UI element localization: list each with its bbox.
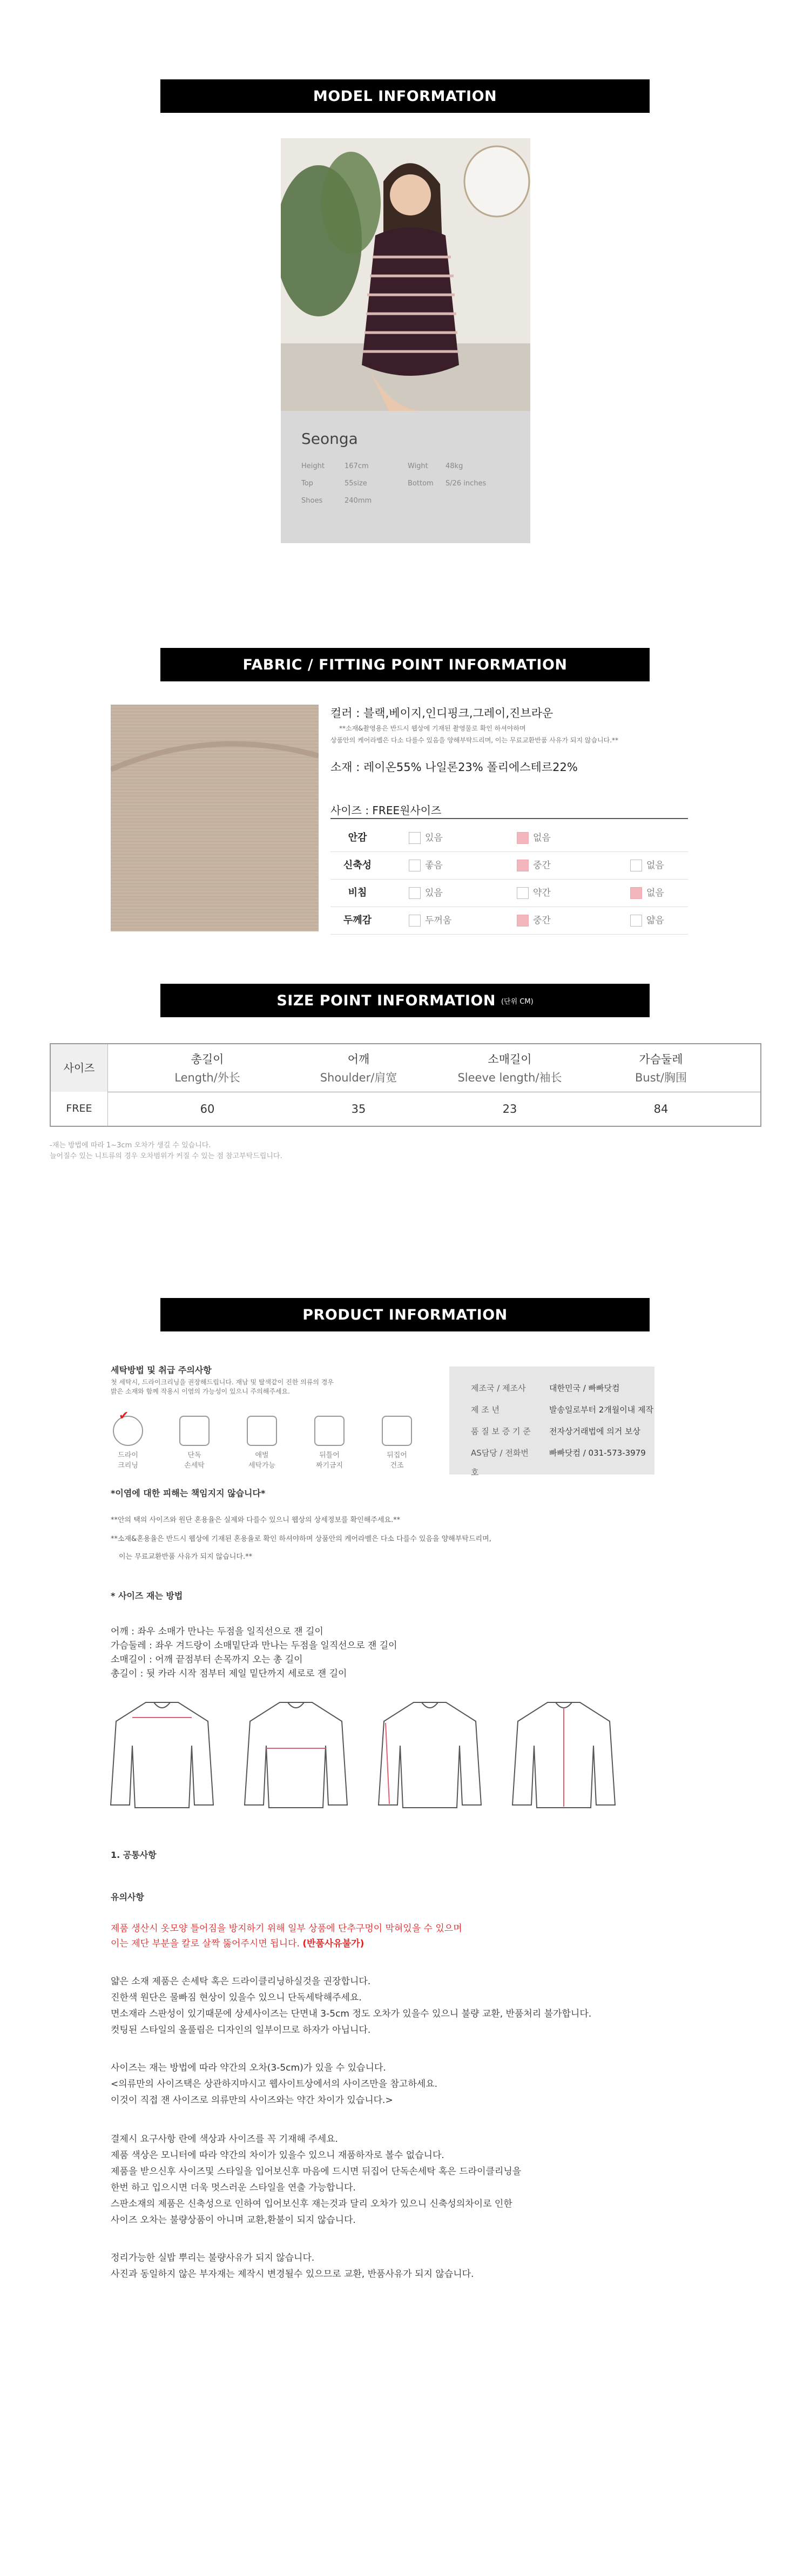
fabric-row-label: 비침 — [348, 887, 367, 898]
care-warning: *이염에 대한 피해는 책임지지 않습니다* — [111, 1488, 266, 1498]
product-info-title: PRODUCT INFORMATION — [302, 1306, 508, 1323]
info-key: 제 조 년 — [471, 1405, 500, 1415]
fabric-table-rule — [330, 818, 688, 819]
care-desc: 밝은 소재와 함께 작용시 이염의 가능성이 있으니 주의해주세요. — [111, 1388, 290, 1395]
care-title: 세탁방법 및 취급 주의사항 — [111, 1365, 212, 1375]
check-mark-icon: ✔ — [119, 1409, 129, 1423]
option-checkbox — [409, 915, 421, 927]
care-label: 단독 손세탁 — [184, 1451, 205, 1470]
notice-line: 이것이 직접 잰 사이즈로 의류만의 사이즈와는 약간 차이가 있습니다.> — [111, 2095, 393, 2106]
notice-line: 사이즈 오차는 불량상품이 아니며 교환,환불이 되지 않습니다. — [111, 2215, 356, 2226]
care-hand-wash — [170, 1407, 219, 1472]
size-value: 60 — [200, 1103, 215, 1115]
model-photo — [281, 138, 530, 411]
fabric-swatch-texture — [111, 705, 319, 931]
fabric-option — [409, 915, 451, 927]
fabric-option — [517, 860, 551, 871]
notice-line: 스판소재의 제품은 신축성으로 인하여 입어보신후 재는것과 달리 오차가 있으니 신축성의차이로 인한 — [111, 2199, 512, 2209]
option-label: 없음 — [646, 860, 664, 871]
size-value: 35 — [351, 1103, 366, 1115]
garment-diagram-chest — [242, 1697, 350, 1810]
info-row — [449, 1422, 654, 1441]
model-stat-label: Bottom — [408, 479, 434, 488]
machine-wash-icon — [247, 1416, 277, 1446]
notice-heading: 1. 공통사항 — [111, 1850, 157, 1860]
option-label: 좋음 — [425, 860, 443, 871]
fabric-option — [517, 887, 551, 899]
measure-line: 총길이 : 뒷 카라 시작 점부터 제일 밑단까지 세로로 잰 길이 — [111, 1668, 347, 1679]
no-wring-icon — [314, 1416, 345, 1446]
info-row — [449, 1443, 654, 1477]
size-table-corner: 사이즈 — [51, 1044, 108, 1092]
notice-line: 결제시 요구사항 란에 색상과 사이즈를 꼭 기재해 주세요. — [111, 2134, 338, 2145]
model-stat-value: 55size — [345, 479, 367, 488]
measure-title: * 사이즈 재는 방법 — [111, 1591, 183, 1601]
notice-line: 면소재라 스판성이 있기때문에 상세사이즈는 단면내 3-5cm 정도 오차가 있을수 있으니 불량 교환, 반품처리 불가합니다. — [111, 2009, 592, 2019]
size-col-kr: 총길이 — [191, 1053, 224, 1066]
fabric-row-sheer — [330, 880, 688, 907]
product-info-box — [449, 1367, 654, 1475]
size-col-kr: 어깨 — [347, 1053, 370, 1066]
size-value: 23 — [502, 1103, 517, 1115]
notice-line: 컷팅된 스타일의 올풀림은 디자인의 일부이므로 하자가 아닙니다. — [111, 2025, 371, 2036]
option-label: 있음 — [425, 888, 443, 898]
hand-wash-icon — [179, 1416, 210, 1446]
info-row — [449, 1400, 654, 1419]
model-stat-label: Height — [301, 462, 325, 470]
dry-inside-out-icon — [382, 1416, 412, 1446]
care-no-wring — [305, 1407, 354, 1472]
size-value: 84 — [653, 1103, 669, 1115]
care-note: **소재&혼용율은 반드시 웹상에 기재된 혼용율로 확인 하셔야하며 상품안의 케어라벨은 다소 다를수 있음을 양해부탁드리며, — [111, 1535, 491, 1543]
model-stat-value: 240mm — [345, 497, 372, 505]
notice-red-line: 제품 생산시 옷모양 틀어짐을 방지하기 위해 일부 상품에 단추구멍이 막혀있을 수 있으며 — [111, 1923, 462, 1934]
info-value: 전자상거래법에 의거 보상 — [549, 1426, 640, 1436]
measure-line: 소매길이 : 어깨 끝점부터 손목까지 오는 총 길이 — [111, 1654, 303, 1665]
size-col-en: Length/外长 — [174, 1071, 240, 1084]
size-unit: (단위 CM) — [501, 997, 534, 1006]
model-stat-value: 48kg — [446, 462, 463, 470]
info-row — [449, 1378, 654, 1398]
fabric-material-line: 소재 : 레이온55% 나일론23% 폴리에스테르22% — [330, 761, 578, 774]
care-label: 애벌 세탁가능 — [248, 1451, 276, 1470]
fabric-size-line: 사이즈 : FREE원사이즈 — [330, 804, 442, 817]
size-info-title: SIZE POINT INFORMATION — [276, 992, 496, 1009]
notice-line: 한번 하고 입으시면 더욱 멋스러운 스타일을 연출 가능합니다. — [111, 2182, 356, 2193]
measure-line: 어깨 : 좌우 소매가 만나는 두점을 일직선으로 잰 길이 — [111, 1626, 323, 1637]
option-checkbox — [409, 860, 421, 871]
garment-diagram-length — [510, 1697, 618, 1810]
care-dry-inside-out — [373, 1407, 421, 1472]
care-note: **안의 택의 사이즈와 원단 혼용율은 실제와 다를수 있으니 웹상의 상세정보를 확인해주세요.** — [111, 1516, 401, 1524]
size-note: 늘어질수 있는 니트류의 경우 오차범위가 커질 수 있는 점 참고부탁드립니다. — [50, 1152, 282, 1160]
option-label: 중간 — [533, 860, 551, 871]
fabric-row-label: 안감 — [348, 832, 367, 843]
notice-red-bold: (반품사유불가) — [302, 1938, 364, 1949]
model-stat-label: Shoes — [301, 497, 323, 505]
fabric-option — [517, 832, 551, 844]
option-label: 약간 — [533, 888, 551, 898]
option-checkbox-selected — [630, 887, 642, 899]
size-col-kr: 소매길이 — [488, 1053, 532, 1066]
model-stat-value: 167cm — [345, 462, 369, 470]
size-table — [50, 1043, 761, 1127]
notice-line: 정리가능한 실밥 뿌리는 불량사유가 되지 않습니다. — [111, 2253, 315, 2263]
notice-line: 사진과 동일하지 않은 부자재는 제작시 변경될수 있으므로 교환, 반품사유가 되지 않습니다. — [111, 2269, 474, 2280]
notice-line: 사이즈는 재는 방법에 따라 약간의 오차(3-5cm)가 있을 수 있습니다. — [111, 2063, 386, 2073]
size-col-en: Bust/胸围 — [635, 1071, 687, 1084]
garment-diagram-sleeve — [376, 1697, 484, 1810]
model-name: Seonga — [301, 430, 358, 448]
fabric-color-line: 컬러 : 블랙,베이지,인디핑크,그레이,진브라운 — [330, 707, 554, 720]
notice-line: <의류만의 사이즈택은 상관하지마시고 웹사이트상에서의 사이즈만을 참고하세요. — [111, 2079, 438, 2090]
fabric-option — [630, 915, 664, 927]
option-label: 없음 — [646, 888, 664, 898]
option-checkbox-selected — [517, 832, 529, 844]
model-stat-label: Top — [301, 479, 313, 488]
fabric-row-label: 두께감 — [343, 915, 372, 926]
model-card — [281, 138, 530, 543]
info-key: AS담당 / 전화번호 — [471, 1448, 529, 1477]
fabric-swatch-image — [111, 705, 319, 931]
care-note: 이는 무료교환반품 사유가 되지 않습니다.** — [119, 1553, 253, 1561]
care-label: 뒤집어 건조 — [387, 1451, 407, 1470]
fabric-row-lining — [330, 824, 688, 852]
fabric-row-label: 신축성 — [343, 860, 372, 871]
info-key: 제조국 / 제조사 — [471, 1383, 526, 1393]
care-desc: 첫 세탁시, 드라이크리닝을 권장해드립니다. 재남 및 탈색같이 진한 의류의 경우 — [111, 1378, 334, 1386]
size-info-banner — [160, 984, 650, 1017]
info-value: 발송일로부터 2개월이내 제작 — [549, 1405, 653, 1415]
model-stat-value: S/26 inches — [446, 479, 487, 488]
notice-subheading: 유의사항 — [111, 1892, 144, 1902]
fabric-row-thickness — [330, 907, 688, 935]
care-label: 드라이 크리닝 — [118, 1451, 138, 1470]
info-value: 빠빠닷컴 / 031-573-3979 — [549, 1448, 646, 1458]
fabric-info-title: FABRIC / FITTING POINT INFORMATION — [242, 656, 568, 673]
fabric-row-stretch — [330, 852, 688, 880]
fabric-option — [409, 832, 443, 844]
option-checkbox-selected — [517, 860, 529, 871]
option-label: 없음 — [533, 833, 551, 843]
model-info-title: MODEL INFORMATION — [313, 87, 497, 105]
model-info-banner — [160, 79, 650, 113]
fabric-color-note: 상품안의 케어라벨은 다소 다를수 있음을 양해부탁드리며, 이는 무료교환반품 사유가 되지 않습니다.** — [330, 736, 619, 744]
notice-red-text: 이는 제단 부분을 칼로 살짝 뚫어주시면 됩니다. — [111, 1938, 300, 1949]
notice-red-line — [111, 1937, 364, 1950]
size-col-kr: 가슴둘레 — [639, 1053, 683, 1066]
size-col-en: Shoulder/肩宽 — [320, 1071, 397, 1084]
option-label: 얇음 — [646, 915, 664, 926]
product-info-banner — [160, 1298, 650, 1331]
fabric-info-banner — [160, 648, 650, 681]
size-col-en: Sleeve length/袖长 — [457, 1071, 562, 1084]
fabric-option — [630, 860, 664, 871]
care-machine-wash — [238, 1407, 286, 1472]
option-label: 두꺼움 — [425, 915, 452, 926]
info-value: 대한민국 / 빠빠닷컴 — [549, 1383, 620, 1393]
fabric-option — [517, 915, 551, 927]
notice-line: 제품을 받으신후 사이즈및 스타일을 입어보신후 마음에 드시면 뒤집어 단독손세탁 혹은 드라이클리닝을 — [111, 2166, 522, 2177]
care-label: 뒤틀어 짜기금지 — [315, 1451, 343, 1470]
notice-line: 얇은 소재 제품은 손세탁 혹은 드라이클리닝하실것을 권장합니다. — [111, 1976, 371, 1987]
option-label: 있음 — [425, 833, 443, 843]
option-checkbox — [409, 887, 421, 899]
fabric-option — [630, 887, 664, 899]
option-checkbox — [630, 915, 642, 927]
garment-diagram-shoulder — [108, 1697, 216, 1810]
notice-line: 제품 색상은 모니터에 따라 약간의 차이가 있을수 있으니 재품하자로 볼수 없습니다. — [111, 2150, 444, 2161]
model-photo-illustration — [281, 138, 530, 411]
size-note: -재는 방법에 따라 1~3cm 오차가 생길 수 있습니다. — [50, 1141, 211, 1150]
notice-line: 진한색 원단은 물빠짐 현상이 있을수 있으니 단독세탁해주세요. — [111, 1992, 362, 2003]
option-checkbox-selected — [517, 915, 529, 927]
option-checkbox — [630, 860, 642, 871]
measure-line: 가슴둘레 : 좌우 겨드랑이 소매밑단과 만나는 두점을 일직선으로 잰 길이 — [111, 1640, 397, 1651]
option-checkbox — [517, 887, 529, 899]
model-stat-label: Wight — [408, 462, 428, 470]
option-label: 중간 — [533, 915, 551, 926]
fabric-option — [409, 887, 443, 899]
info-key: 품 질 보 증 기 준 — [471, 1426, 531, 1436]
fabric-color-note: **소재&촬영용은 반드시 웹상에 기재된 촬영물로 확인 하셔야하며 — [339, 725, 526, 732]
size-row-label: FREE — [51, 1092, 108, 1126]
fabric-option — [409, 860, 443, 871]
option-checkbox — [409, 832, 421, 844]
